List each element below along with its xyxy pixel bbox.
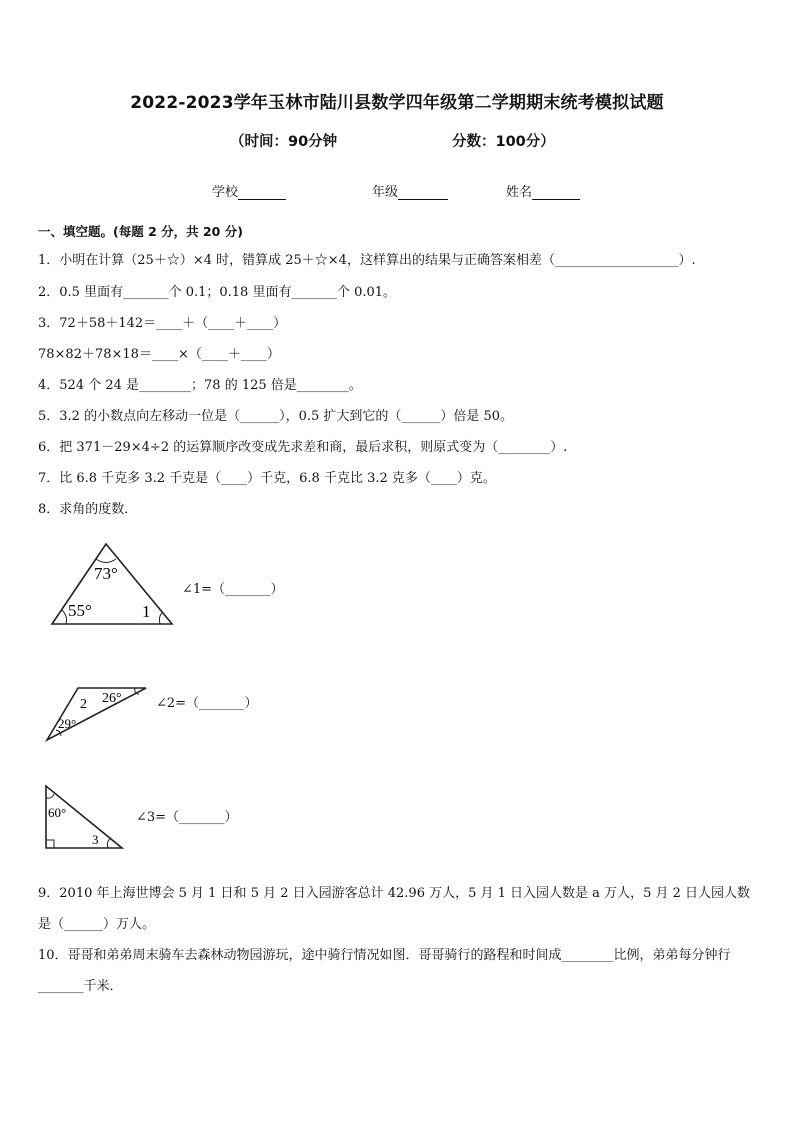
- triangle-figure-2: [44, 684, 150, 744]
- name-label: 姓名: [506, 185, 533, 200]
- school-blank[interactable]: [238, 185, 286, 200]
- triangle-1-left-angle: 55°: [68, 601, 92, 620]
- question-6: 6．把 371－29×4÷2 的运算顺序改变成先求差和商，最后求积，则原式变为（________）.: [38, 440, 568, 455]
- triangle-1-left-arc: [62, 610, 67, 624]
- triangle-1-right-arc: [159, 612, 163, 624]
- angle-1-answer: ∠1=（_______）: [182, 582, 284, 597]
- triangle-figure-3: [42, 782, 128, 854]
- grade-field: [372, 181, 448, 200]
- triangle-1-top-arc: [96, 559, 116, 563]
- triangle-3-label-a: 60°: [48, 805, 67, 820]
- school-field: [212, 181, 286, 200]
- time-limit: （时间：90分钟: [230, 134, 338, 150]
- question-3-line-2: 78×82＋78×18＝____×（____＋____）: [38, 347, 280, 362]
- question-10: 10．哥哥和弟弟周末骑车去森林动物园游玩，途中骑行情况如图．哥哥骑行的路程和时间成________比例，弟弟每分钟行_______千米．: [38, 948, 731, 994]
- angle-3-answer: ∠3=（_______）: [136, 810, 238, 825]
- question-3-line-1: 3．72＋58＋142＝____＋（____＋____）: [38, 316, 287, 331]
- question-7: 7．比 6.8 千克多 3.2 千克是（____）千克，6.8 千克比 3.2 克多（____）克。: [38, 471, 496, 486]
- triangle-3-arc-a: [46, 794, 54, 798]
- total-score: 分数：100分）: [452, 134, 555, 150]
- triangle-3-right-angle-mark: [46, 840, 54, 848]
- triangle-1-right-angle: 1: [142, 602, 151, 621]
- paper-title: 2022-2023学年玉林市陆川县数学四年级第二学期期末统考模拟试题: [130, 93, 664, 113]
- question-9: 9．2010 年上海世博会 5 月 1 日和 5 月 2 日入园游客总计 42.96 万人，5 月 1 日入园人数是 a 万人，5 月 2 日人园人数是（______）万人。: [38, 886, 751, 932]
- name-field: [506, 181, 580, 200]
- triangle-figure-1: [44, 538, 178, 632]
- question-8: 8．求角的度数．: [38, 502, 138, 517]
- triangle-2-label-b: 26°: [102, 691, 122, 706]
- grade-blank[interactable]: [398, 185, 448, 200]
- triangle-3-label-b: 3: [92, 832, 99, 847]
- triangle-2-arc-b: [135, 688, 139, 694]
- section-heading: 一、填空题。(每题 2 分，共 20 分): [38, 224, 243, 239]
- question-1: 1．小明在计算（25＋☆）×4 时，错算成 25＋☆×4，这样算出的结果与正确答案相差（___________________）.: [38, 253, 696, 268]
- triangle-3-arc-b: [107, 839, 110, 848]
- triangle-2-label-c: 29°: [58, 716, 77, 731]
- question-5: 5．3.2 的小数点向左移动一位是（______），0.5 扩大到它的（______）倍是 50。: [38, 409, 514, 424]
- school-label: 学校: [212, 185, 239, 200]
- triangle-2-label-a: 2: [80, 697, 87, 712]
- question-4: 4．524 个 24 是________；78 的 125 倍是________。: [38, 378, 362, 393]
- question-2: 2．0.5 里面有_______个 0.1；0.18 里面有_______个 0.01。: [38, 285, 397, 300]
- triangle-2-shape: [47, 688, 146, 740]
- name-blank[interactable]: [532, 185, 580, 200]
- triangle-1-top-angle: 73°: [94, 564, 118, 583]
- grade-label: 年级: [372, 185, 399, 200]
- angle-2-answer: ∠2=（_______）: [156, 696, 258, 711]
